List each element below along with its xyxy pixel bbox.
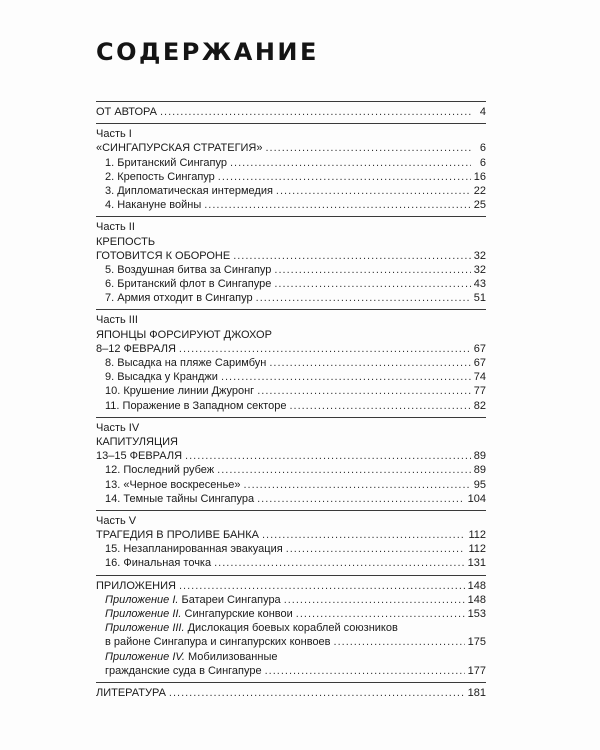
toc-entry-title: 3. Дипломатическая интермедия [105, 184, 273, 197]
page-number: 82 [473, 399, 486, 412]
dot-leader [284, 593, 465, 607]
toc-entry-text [105, 622, 398, 634]
toc-entry-text [105, 463, 214, 477]
toc-entry-text [105, 370, 218, 384]
toc-entry-title: Сингапурские конвои [181, 608, 293, 620]
toc-entry-title: 7. Армия отходит в Сингапур [105, 292, 253, 305]
table-of-contents [96, 101, 486, 700]
toc-entry [96, 141, 486, 155]
page-number: 89 [473, 464, 486, 477]
dot-leader [266, 141, 472, 155]
page-number: 43 [473, 278, 486, 291]
toc-entry-text [105, 291, 253, 305]
page-number: 175 [467, 636, 486, 649]
toc-entry-text [105, 384, 254, 398]
section-divider [96, 510, 486, 511]
toc-entry [96, 478, 486, 492]
dot-leader [204, 198, 471, 212]
dot-leader [230, 156, 471, 170]
dot-leader [221, 370, 471, 384]
toc-entry-title: Часть I [96, 128, 132, 141]
page-number: 112 [468, 543, 486, 556]
toc-entry [96, 686, 486, 700]
toc-entry-text [96, 329, 272, 341]
toc-entry-text [105, 356, 266, 370]
toc-entry-text [96, 515, 136, 527]
toc-entry [96, 664, 486, 678]
page-number: 177 [467, 664, 486, 677]
toc-heading [96, 650, 486, 664]
dot-leader [179, 342, 471, 356]
page-number: 4 [479, 106, 486, 118]
toc-entry-text [105, 542, 283, 556]
dot-leader [257, 492, 465, 506]
toc-entry-title: 5. Воздушная битва за Сингапур [105, 263, 272, 276]
toc-entry [96, 635, 486, 649]
section-divider [96, 682, 486, 683]
toc-entry-text [105, 263, 271, 277]
toc-entry-text [96, 449, 182, 463]
toc-entry-text [96, 314, 138, 326]
toc-entry-title: КАПИТУЛЯЦИЯ [96, 435, 178, 448]
toc-entry-text [96, 128, 132, 140]
dot-leader [269, 356, 470, 370]
dot-leader [257, 384, 471, 398]
toc-entry-title: 14. Темные тайны Сингапура [105, 492, 255, 505]
dot-leader [289, 399, 470, 413]
toc-entry-title: ОТ АВТОРА [96, 106, 157, 118]
toc-entry-title: Часть II [96, 221, 135, 234]
dot-leader [276, 184, 471, 198]
toc-entry-title: Дислокация боевых кораблей союзников [184, 622, 398, 635]
toc-entry [96, 249, 486, 263]
section-divider [96, 123, 486, 124]
page-number: 67 [473, 342, 486, 355]
toc-entry [96, 170, 486, 184]
toc-entry-title: Часть V [96, 514, 137, 527]
dot-leader [274, 263, 470, 277]
toc-entry-title: ЛИТЕРАТУРА [96, 686, 166, 699]
toc-entry-text [105, 170, 215, 184]
toc-entry [96, 291, 486, 305]
toc-entry [96, 384, 486, 398]
section-divider [96, 309, 486, 310]
dot-leader [243, 478, 470, 492]
toc-entry-title: ТРАГЕДИЯ В ПРОЛИВЕ БАНКА [96, 529, 259, 542]
toc-entry [96, 105, 486, 119]
dot-leader [274, 277, 470, 291]
toc-entry [96, 184, 486, 198]
page-number: 51 [473, 292, 486, 305]
toc-entry [96, 542, 486, 556]
dot-leader [179, 579, 465, 593]
toc-entry-text [96, 342, 176, 356]
toc-entry [96, 449, 486, 463]
toc-entry [96, 356, 486, 370]
toc-heading [96, 127, 486, 141]
dot-leader [286, 542, 466, 556]
page-title: СОДЕРЖАНИЕ [96, 38, 319, 66]
appendix-label: Приложение II. [105, 608, 182, 620]
page-number: 89 [473, 450, 486, 463]
toc-entry-text [105, 492, 254, 506]
toc-entry-title: 16. Финальная точка [105, 557, 212, 570]
section-divider [96, 216, 486, 217]
toc-entry-title: Мобилизованные [184, 650, 278, 663]
toc-entry-text [105, 156, 227, 170]
toc-entry-title: «СИНГАПУРСКАЯ СТРАТЕГИЯ» [96, 142, 263, 155]
dot-leader [185, 449, 471, 463]
page-number: 22 [473, 184, 486, 197]
toc-entry-text [105, 478, 240, 492]
page-number: 77 [473, 385, 486, 398]
toc-entry-text [105, 277, 271, 291]
toc-entry-text [96, 528, 259, 542]
page-number: 95 [473, 478, 486, 491]
toc-entry-title: 8. Высадка на пляже Саримбун [105, 357, 267, 369]
appendix-label: Приложение IV. [105, 650, 185, 663]
page-number: 32 [473, 263, 486, 276]
appendix-label: Приложение I. [105, 593, 179, 606]
toc-entry-title: 13. «Черное воскресенье» [105, 478, 241, 491]
dot-leader [233, 249, 471, 263]
toc-entry-title: КРЕПОСТЬ [96, 235, 156, 248]
toc-entry-title: 13–15 ФЕВРАЛЯ [96, 450, 183, 463]
toc-entry-title: 9. Высадка у Кранджи [105, 371, 218, 384]
dot-leader [262, 528, 465, 542]
toc-entry-title: Часть IV [96, 421, 140, 434]
toc-entry-text [105, 635, 331, 649]
toc-heading [96, 328, 486, 342]
toc-entry-title: 8–12 ФЕВРАЛЯ [96, 342, 176, 355]
toc-entry-title: гражданские суда в Сингапуре [105, 664, 262, 677]
toc-entry [96, 492, 486, 506]
toc-entry-title: ПРИЛОЖЕНИЯ [96, 579, 176, 592]
page-number: 131 [467, 557, 486, 570]
dot-leader [218, 170, 471, 184]
toc-entry-title: 15. Незапланированная эвакуация [105, 543, 283, 556]
dot-leader [217, 463, 471, 477]
toc-entry-title: Часть III [96, 314, 138, 327]
toc-entry-title: 1. Британский Сингапур [105, 156, 227, 169]
section-divider [96, 417, 486, 418]
page-number: 16 [473, 170, 486, 183]
dot-leader [296, 607, 465, 621]
toc-entry [96, 342, 486, 356]
dot-leader [214, 556, 465, 570]
page-number: 181 [467, 686, 486, 699]
dot-leader [160, 105, 471, 119]
toc-entry-title: 2. Крепость Сингапур [105, 170, 215, 183]
toc-entry [96, 277, 486, 291]
toc-entry-text [96, 221, 135, 233]
toc-heading [96, 313, 486, 327]
toc-entry [96, 263, 486, 277]
toc-heading [96, 435, 486, 449]
toc-entry [96, 556, 486, 570]
page-number: 74 [473, 371, 486, 384]
toc-entry-text [96, 141, 263, 155]
toc-entry-title: в районе Сингапура и сингапурских конвоев [105, 636, 331, 649]
toc-heading [96, 235, 486, 249]
page-number: 32 [473, 249, 486, 262]
page-number: 67 [473, 357, 486, 369]
toc-entry-text [105, 399, 286, 413]
toc-entry-text [105, 664, 262, 678]
toc-entry-title: ГОТОВИТСЯ К ОБОРОНЕ [96, 249, 231, 262]
toc-entry-text [105, 651, 277, 663]
toc-entry [96, 528, 486, 542]
page-number: 104 [467, 492, 486, 505]
dot-leader [256, 291, 471, 305]
toc-heading [96, 220, 486, 234]
toc-entry-title: 12. Последний рубеж [105, 464, 215, 477]
toc-entry-title: 10. Крушение линии Джуронг [105, 385, 255, 398]
toc-heading [96, 621, 486, 635]
toc-entry-title: 4. Накануне войны [105, 199, 202, 212]
page-number: 6 [479, 156, 486, 169]
page-number: 25 [473, 199, 486, 212]
page-number: 148 [467, 579, 486, 592]
dot-leader [169, 686, 465, 700]
toc-entry-text [105, 593, 281, 607]
toc-entry-title: 11. Поражение в Западном секторе [105, 399, 287, 412]
toc-heading [96, 514, 486, 528]
page-number: 112 [468, 529, 486, 542]
toc-entry-text [96, 249, 230, 263]
toc-entry [96, 607, 486, 621]
toc-heading [96, 421, 486, 435]
toc-entry-title: ЯПОНЦЫ ФОРСИРУЮТ ДЖОХОР [96, 328, 272, 341]
toc-entry-text [96, 422, 139, 434]
toc-entry-text [96, 436, 178, 448]
toc-entry-text [105, 184, 273, 198]
toc-entry [96, 579, 486, 593]
toc-entry [96, 198, 486, 212]
toc-entry-text [105, 607, 293, 621]
dot-leader [334, 635, 465, 649]
toc-entry [96, 399, 486, 413]
section-divider [96, 575, 486, 576]
toc-entry-text [96, 686, 166, 700]
section-divider [96, 101, 486, 102]
toc-entry-title: Батареи Сингапура [178, 593, 281, 606]
toc-entry-title: 6. Британский флот в Сингапуре [105, 278, 272, 291]
page-number: 148 [467, 593, 486, 606]
appendix-label: Приложение III. [105, 622, 185, 635]
dot-leader [265, 664, 465, 678]
page-number: 6 [479, 142, 486, 155]
toc-entry [96, 370, 486, 384]
toc-entry [96, 463, 486, 477]
toc-entry-text [105, 198, 201, 212]
toc-entry-text [96, 579, 176, 593]
toc-entry-text [96, 105, 157, 119]
toc-entry [96, 593, 486, 607]
toc-entry-text [96, 236, 155, 248]
page-number: 153 [467, 608, 486, 620]
toc-entry-text [105, 556, 211, 570]
toc-entry [96, 156, 486, 170]
